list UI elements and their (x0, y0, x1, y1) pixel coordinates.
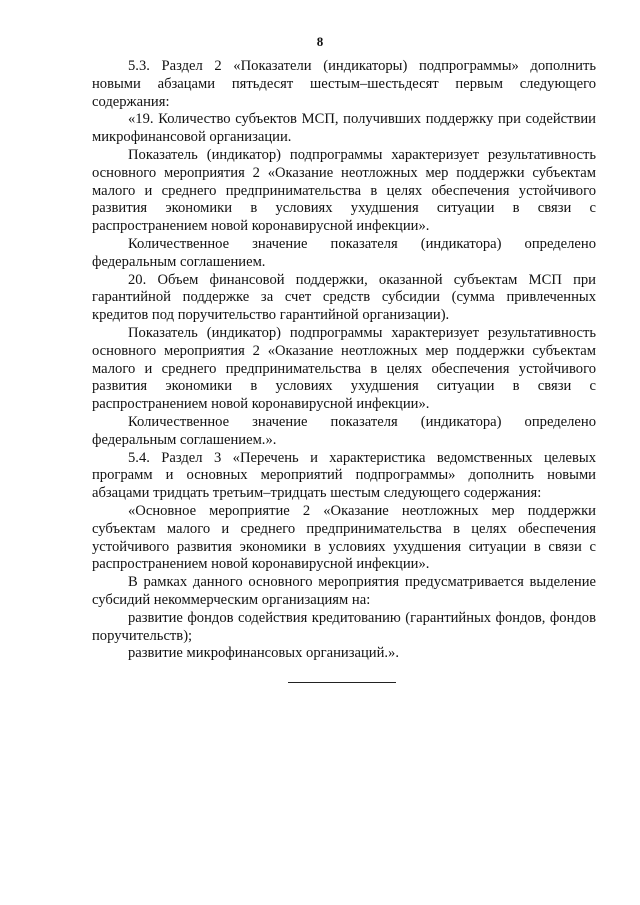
paragraph-main-activity-2: «Основное мероприятие 2 «Оказание неотложных мер поддержки субъектам малого и среднего предпринимательства в целях обеспечения устойчивого развития экономики в условиях ухудшения ситуации в связи с распространением новой коронавирусной инфекции». (92, 502, 596, 573)
paragraph-indicator-20-value: Количественное значение показателя (индикатора) определено федеральным соглашением.». (92, 413, 596, 448)
paragraph-indicator-19: «19. Количество субъектов МСП, получивших поддержку при содействии микрофинансовой организации. (92, 111, 596, 146)
paragraph-section-5-4: 5.4. Раздел 3 «Перечень и характеристика ведомственных целевых программ и основных мероприятий подпрограммы» дополнить новыми абзацами тридцать третьим–тридцать шестым следующего содержания: (92, 449, 596, 502)
paragraph-microfinance: развитие микрофинансовых организаций.». (128, 645, 400, 662)
paragraph-indicator-19-value: Количественное значение показателя (индикатора) определено федеральным соглашением. (92, 235, 596, 270)
paragraph-guarantee-funds: развитие фондов содействия кредитованию (гарантийных фондов, фондов поручительств); (92, 609, 596, 644)
paragraph-indicator-20: 20. Объем финансовой поддержки, оказанной субъектам МСП при гарантийной поддержке за счет средств субсидии (сумма привлеченных кредитов под поручительство гарантийной организации). (92, 271, 596, 324)
document-body (92, 58, 596, 663)
end-separator-line (288, 682, 396, 683)
paragraph-indicator-20-description: Показатель (индикатор) подпрограммы характеризует результативность основного мероприятия 2 «Оказание неотложных мер поддержки субъектам малого и среднего предпринимательства в целях обеспечения устойчивого развития экономики в условиях ухудшения ситуации в связи с распространением новой коронавирусной инфекции». (92, 324, 596, 413)
paragraph-subsidies: В рамках данного основного мероприятия предусматривается выделение субсидий некоммерческим организациям на: (92, 574, 596, 608)
paragraph-indicator-19-description: Показатель (индикатор) подпрограммы характеризует результативность основного мероприятия 2 «Оказание неотложных мер поддержки субъектам малого и среднего предпринимательства в целях обеспечения устойчивого развития экономики в условиях ухудшения ситуации в связи с распространением новой коронавирусной инфекции». (92, 146, 596, 235)
page-number: 8 (316, 34, 324, 49)
paragraph-section-5-3: 5.3. Раздел 2 «Показатели (индикаторы) подпрограммы» дополнить новыми абзацами пятьдесят шестым–шестьдесят первым следующего содержания: (92, 58, 596, 110)
